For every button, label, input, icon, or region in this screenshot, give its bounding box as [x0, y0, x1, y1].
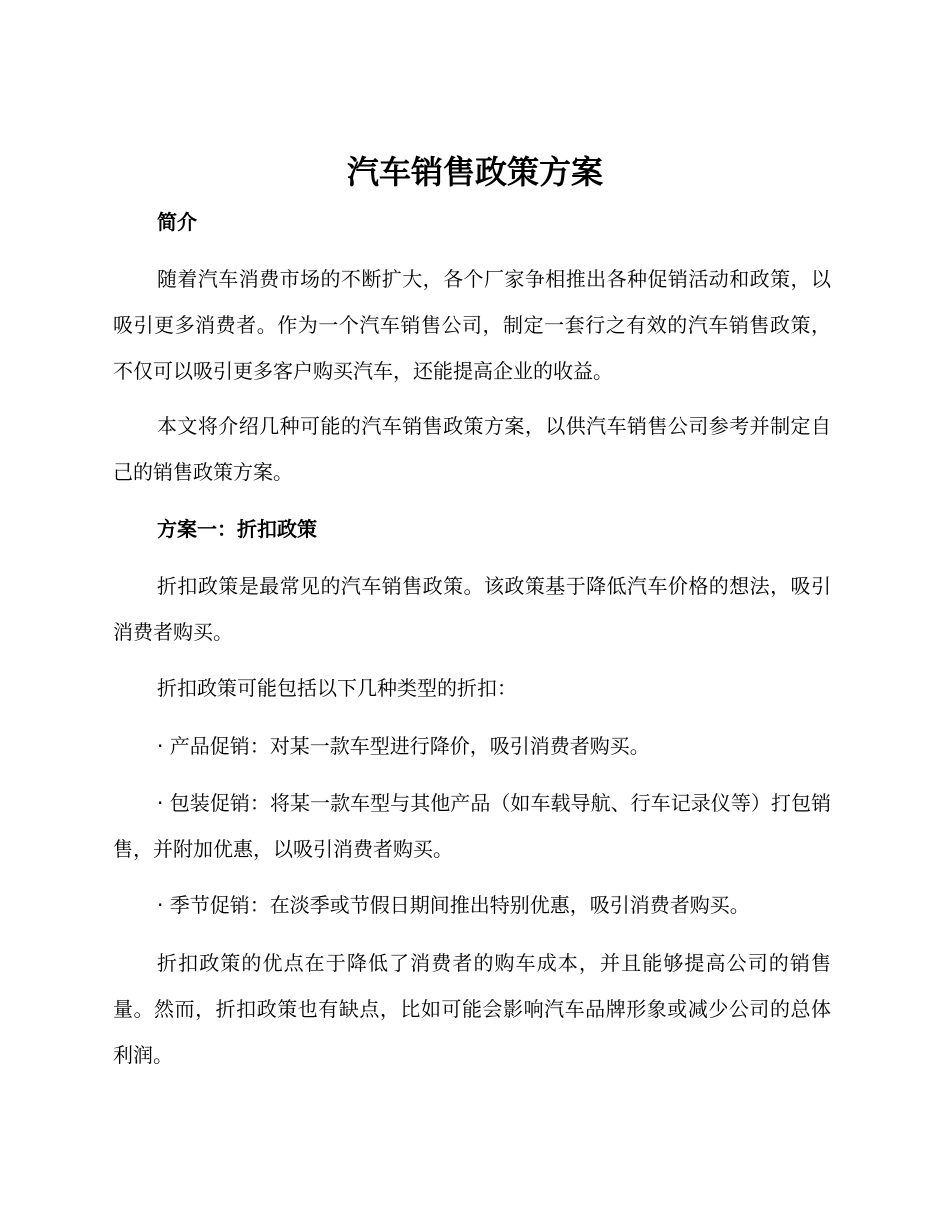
- paragraph-intro-1: 随着汽车消费市场的不断扩大，各个厂家争相推出各种促销活动和政策，以吸引更多消费者。作为一个汽车销售公司，制定一套行之有效的汽车销售政策，不仅可以吸引更多客户购买汽车，还能提高企业的收益。: [113, 267, 831, 383]
- paragraph-discount-intro: 折扣政策是最常见的汽车销售政策。该政策基于降低汽车价格的想法，吸引消费者购买。: [113, 574, 831, 644]
- section-heading-intro: 简介: [157, 210, 197, 234]
- list-item-seasonal-promo: · 季节促销：在淡季或节假日期间推出特别优惠，吸引消费者购买。: [157, 893, 750, 917]
- paragraph-discount-types: 折扣政策可能包括以下几种类型的折扣：: [157, 676, 517, 700]
- paragraph-discount-pros-cons: 折扣政策的优点在于降低了消费者的购车成本，并且能够提高公司的销售量。然而，折扣政策也有缺点，比如可能会影响汽车品牌形象或减少公司的总体利润。: [113, 951, 831, 1067]
- list-item-product-promo: · 产品促销：对某一款车型进行降价，吸引消费者购买。: [157, 734, 650, 758]
- paragraph-intro-2: 本文将介绍几种可能的汽车销售政策方案，以供汽车销售公司参考并制定自己的销售政策方案。: [113, 414, 831, 484]
- section-heading-plan-one: 方案一：折扣政策: [157, 517, 317, 541]
- list-item-package-promo: · 包装促销：将某一款车型与其他产品（如车载导航、行车记录仪等）打包销售，并附加优惠，以吸引消费者购买。: [113, 791, 831, 861]
- document-title: 汽车销售政策方案: [346, 153, 603, 191]
